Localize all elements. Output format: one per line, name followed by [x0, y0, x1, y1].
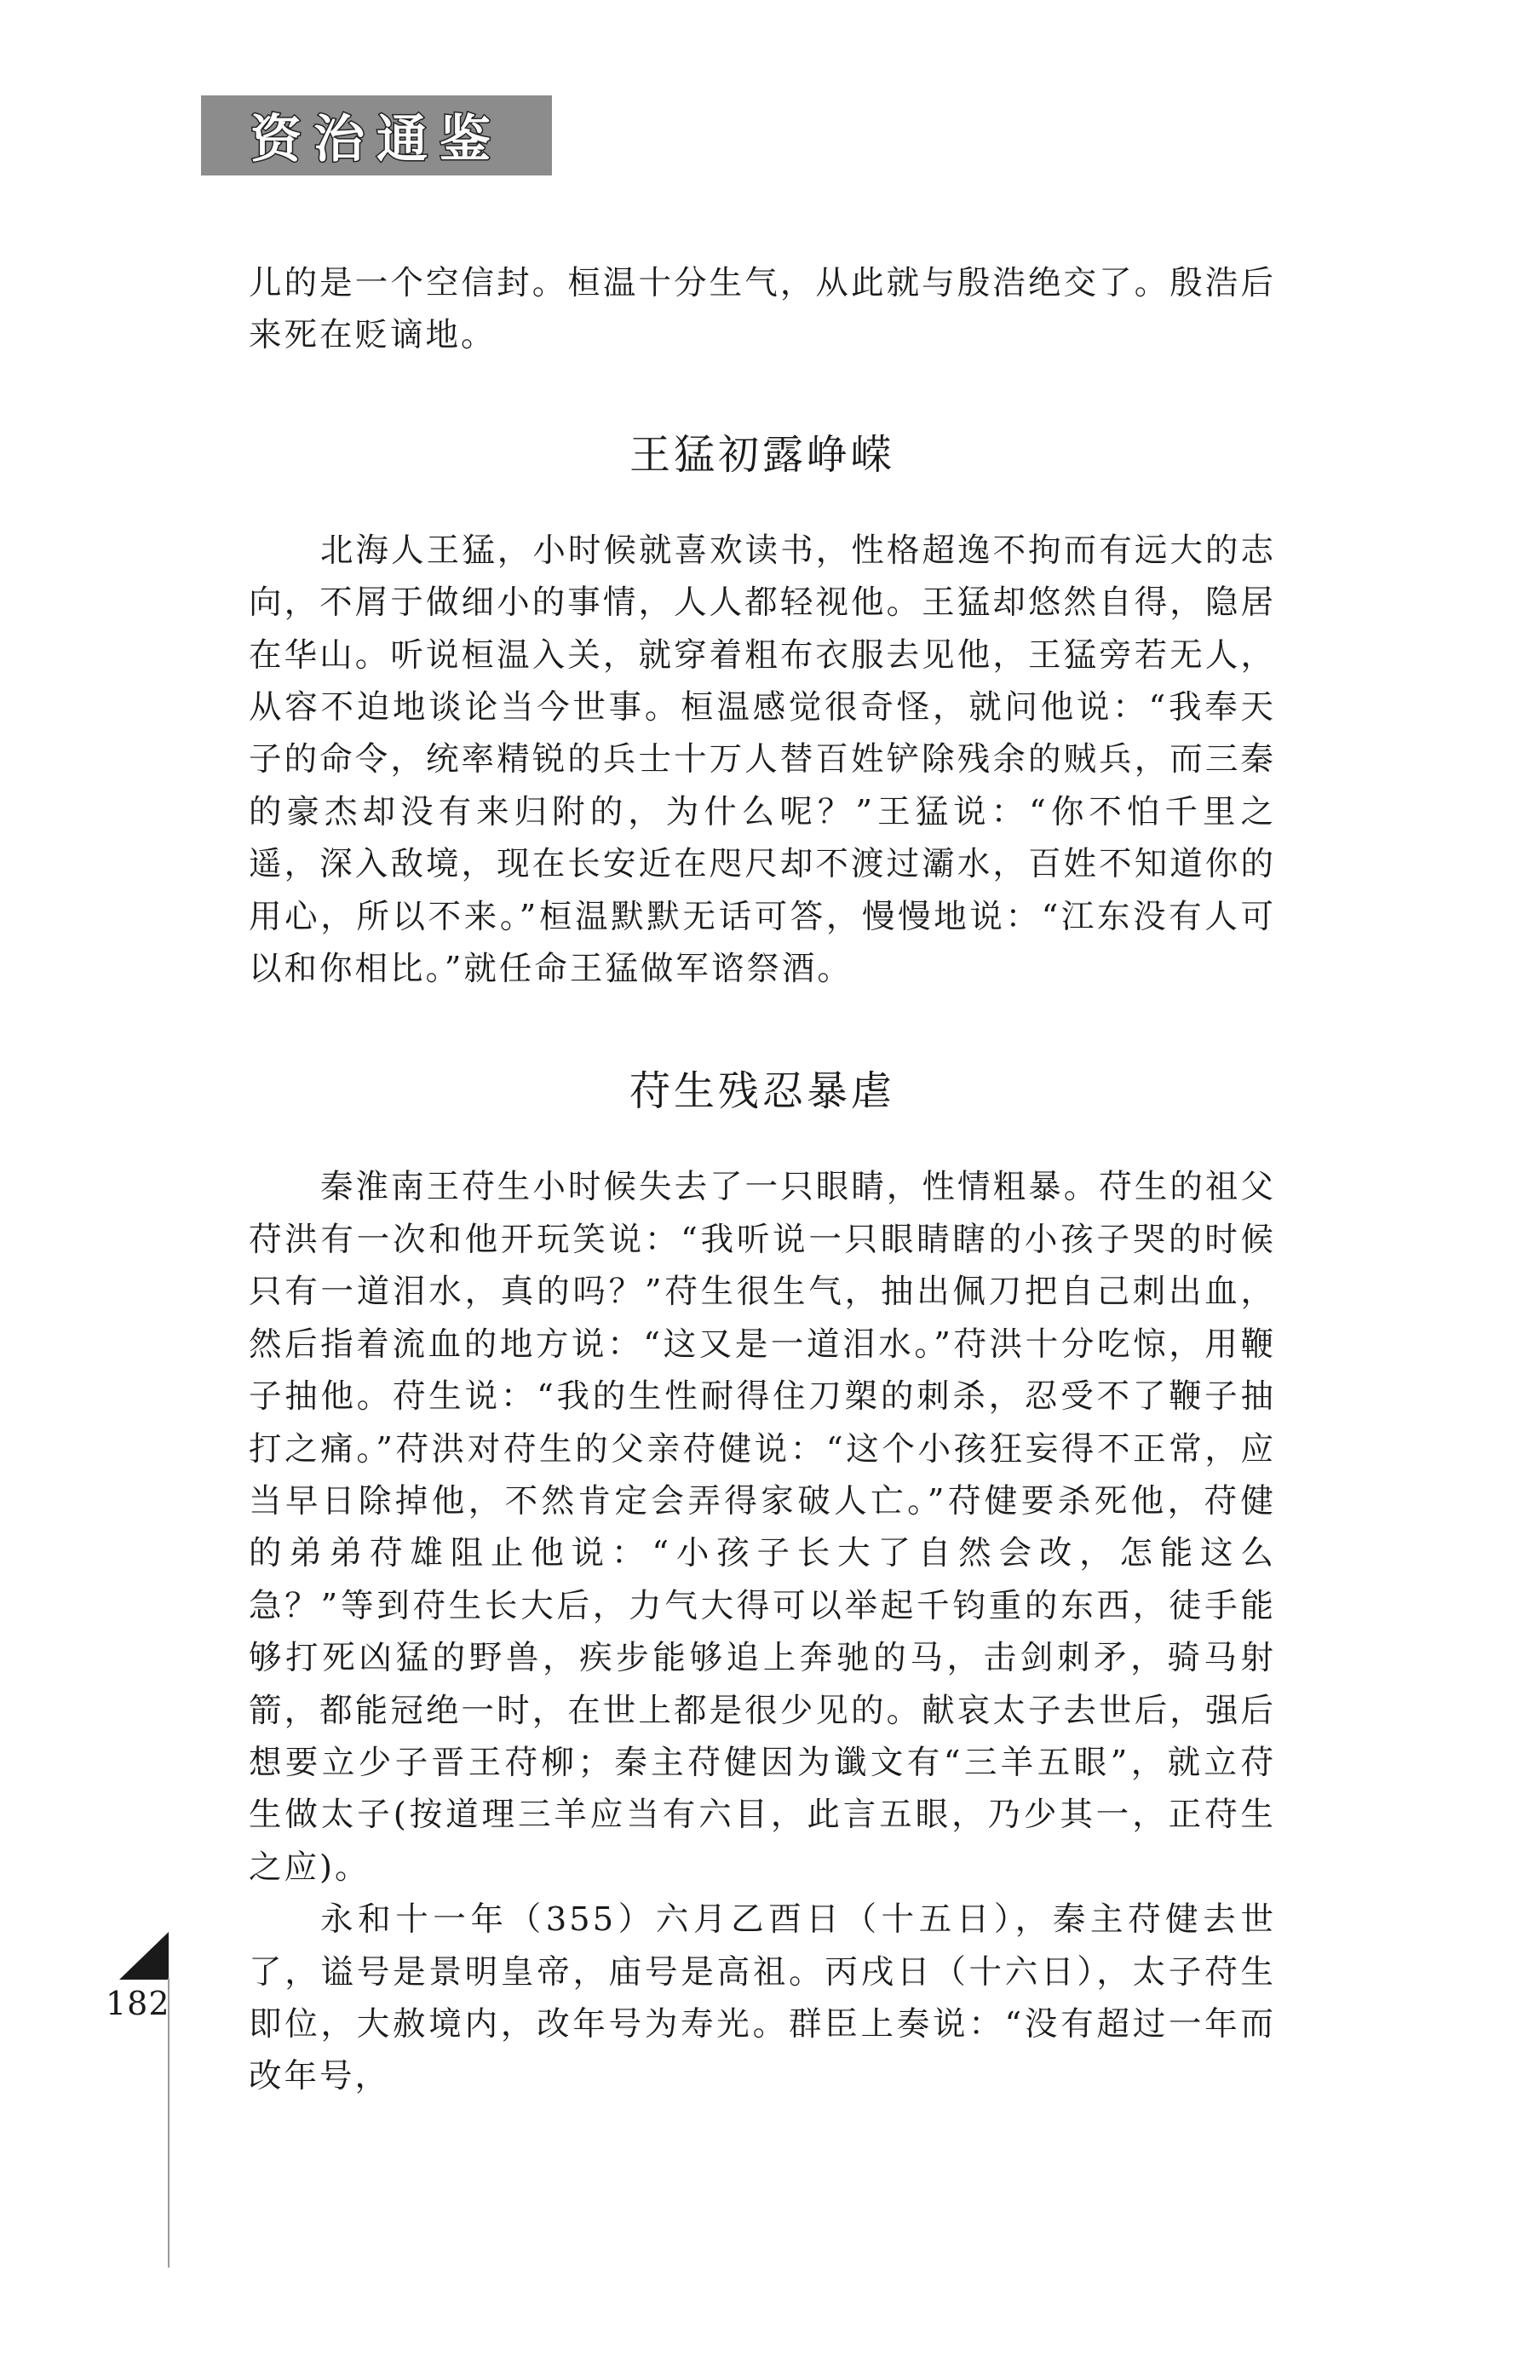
page-body: [249, 257, 1276, 2103]
folio-triangle-mark: [119, 1932, 169, 1980]
paragraph-fu-sheng-2: 永和十一年（355）六月乙酉日（十五日），秦主苻健去世了，谥号是景明皇帝，庙号是高祖。丙戌日（十六日），太子苻生即位，大赦境内，改年号为寿光。群臣上奏说：“没有超过一年而改年号，: [249, 1900, 1276, 2096]
paragraph-intro: 儿的是一个空信封。桓温十分生气，从此就与殷浩绝交了。殷浩后来死在贬谪地。: [249, 264, 1276, 355]
page-number: 182: [106, 1985, 170, 2022]
paragraph-wang-meng: 北海人王猛，小时候就喜欢读书，性格超逸不拘而有远大的志向，不屑于做细小的事情，人人都轻视他。王猛却悠然自得，隐居在华山。听说桓温入关，就穿着粗布衣服去见他，王猛旁若无人，从容不迫地谈论当今世事。桓温感觉很奇怪，就问他说：“我奉天子的命令，统率精锐的兵士十万人替百姓铲除残余的贼兵，而三秦的豪杰却没有来归附的，为什么呢？”王猛说：“你不怕千里之遥，深入敌境，现在长安近在咫尺却不渡过灞水，百姓不知道你的用心，所以不来。”桓温默默无话可答，慢慢地说：“江东没有人可以和你相比。”就任命王猛做军谘祭酒。: [249, 531, 1276, 989]
section-title-fu-sheng: 苻生残忍暴虐: [629, 1067, 895, 1116]
book-title-banner: [201, 95, 552, 175]
book-title: 资治通鉴: [250, 110, 503, 170]
section-title-wang-meng: 王猛初露峥嵘: [629, 430, 895, 479]
paragraph-fu-sheng-1: 秦淮南王苻生小时候失去了一只眼睛，性情粗暴。苻生的祖父苻洪有一次和他开玩笑说：“我听说一只眼睛瞎的小孩子哭的时候只有一道泪水，真的吗？”苻生很生气，抽出佩刀把自己刺出血，然后指着流血的地方说：“这又是一道泪水。”苻洪十分吃惊，用鞭子抽他。苻生说：“我的生性耐得住刀槊的刺杀，忍受不了鞭子抽打之痛。”苻洪对苻生的父亲苻健说：“这个小孩狂妄得不正常，应当早日除掉他，不然肯定会弄得家破人亡。”苻健要杀死他，苻健的弟弟苻雄阻止他说：“小孩子长大了自然会改，怎能这么急？”等到苻生长大后，力气大得可以举起千钧重的东西，徒手能够打死凶猛的野兽，疾步能够追上奔驰的马，击剑刺矛，骑马射箭，都能冠绝一时，在世上都是很少见的。献哀太子去世后，强后想要立少子晋王苻柳；秦主苻健因为谶文有“三羊五眼”，就立苻生做太子(按道理三羊应当有六目，此言五眼，乃少其一，正苻生之应)。: [249, 1168, 1276, 1887]
